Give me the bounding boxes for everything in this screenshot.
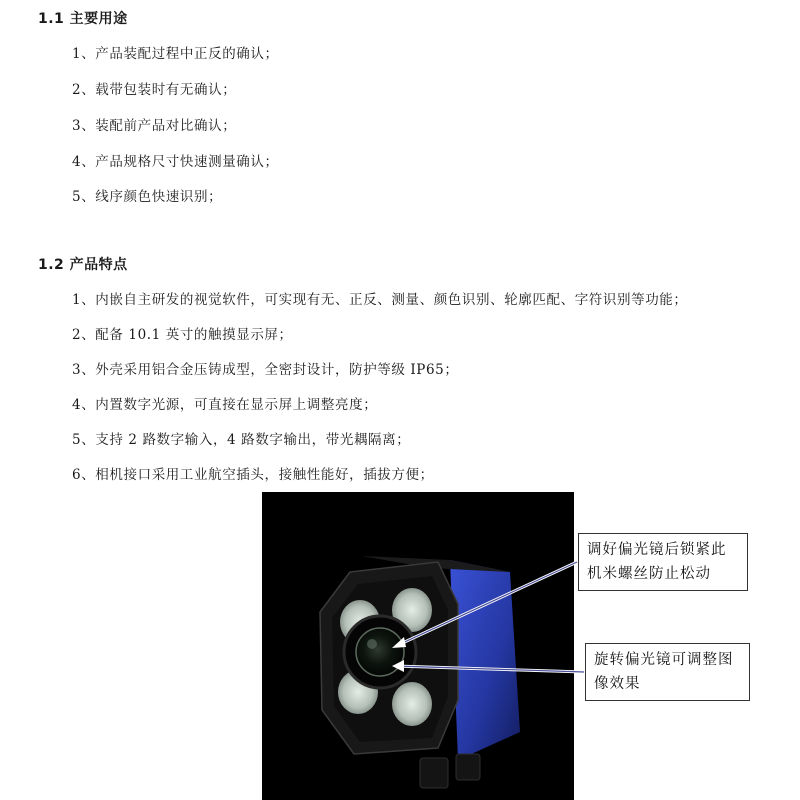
section-1-2-heading: 1.2 产品特点 [38, 257, 128, 273]
callout-rotate-polarizer: 旋转偏光镜可调整图像效果 [585, 643, 750, 701]
cable-connector [456, 754, 480, 780]
list-item: 6、相机接口采用工业航空插头，接触性能好，插拔方便； [72, 467, 434, 483]
list-item: 2、载带包装时有无确认； [72, 82, 237, 98]
lens-highlight [367, 639, 377, 649]
cable-connector [420, 758, 448, 788]
list-item: 1、内嵌自主研发的视觉软件，可实现有无、正反、测量、颜色识别、轮廓匹配、字符识别等功能； [72, 292, 688, 308]
list-item: 1、产品装配过程中正反的确认； [72, 46, 279, 62]
list-item: 4、内置数字光源，可直接在显示屏上调整亮度； [72, 397, 378, 413]
list-item: 3、装配前产品对比确认； [72, 118, 237, 134]
lens-glass [356, 628, 404, 676]
section-1-1-heading: 1.1 主要用途 [38, 11, 128, 27]
list-item: 5、线序颜色快速识别； [72, 189, 223, 205]
led-light [392, 682, 432, 726]
callout-lock-screw: 调好偏光镜后锁紧此机米螺丝防止松动 [578, 533, 748, 591]
camera-body-side [450, 560, 520, 760]
camera-illustration [262, 492, 574, 800]
list-item: 5、支持 2 路数字输入，4 路数字输出，带光耦隔离； [72, 432, 411, 448]
camera-photo [262, 492, 574, 800]
list-item: 3、外壳采用铝合金压铸成型，全密封设计，防护等级 IP65； [72, 362, 459, 378]
list-item: 4、产品规格尺寸快速测量确认； [72, 154, 279, 170]
list-item: 2、配备 10.1 英寸的触摸显示屏； [72, 327, 293, 343]
